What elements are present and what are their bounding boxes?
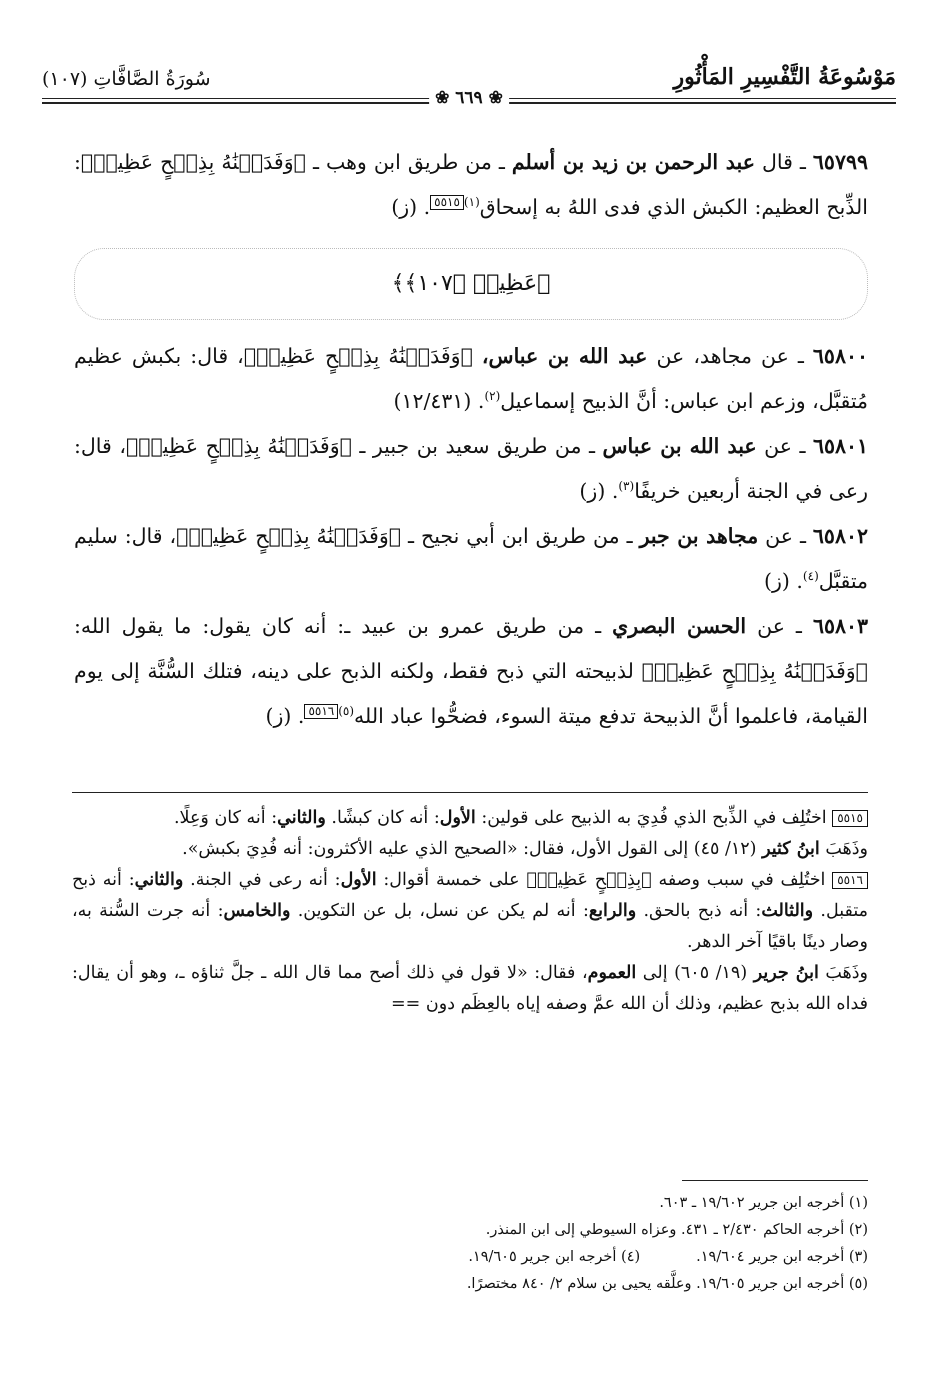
narrator-name: الحسن البصري [612, 614, 747, 638]
commentary-text: اختُلِف في الذِّبح الذي فُدِيَ به الذبيح على قولين: [475, 808, 833, 828]
commentary-bold: الأول [439, 808, 476, 828]
entry-text: ، قال: سليم متقبَّل [74, 524, 868, 593]
commentary-ref-box[interactable]: ٥٥١٦ [304, 704, 338, 719]
entry-number: ٦٥٨٠٣ [812, 614, 868, 638]
quran-verse: ﴿بِذِبۡحٍ عَظِيمٖ﴾ [526, 870, 652, 890]
narrator-name: عبد الله بن عباس، [481, 344, 648, 368]
entry-text: ـ من طريق سعيد بن جبير ـ [351, 434, 603, 458]
commentary-bold: ابنُ جرير [753, 963, 819, 983]
footnote-rule [682, 1180, 868, 1181]
commentary-text: : أنه ذبح متقبل. [72, 870, 868, 921]
verse-banner [74, 248, 868, 320]
entry-text: ـ من طريق ابن أبي نجيح ـ [401, 524, 640, 548]
commentary-text: : أنه جرت السُّنة به، وصار دينًا باقيًا آخر الدهر. [72, 901, 868, 952]
footnote-ref[interactable]: (١) [463, 195, 480, 210]
commentary-bold: العموم [587, 963, 637, 983]
commentary-ibn-kathir [72, 834, 868, 865]
footnote-row-3-4 [72, 1244, 868, 1271]
entry-text: ـ عن [758, 524, 813, 548]
quran-verse: ﴿وَفَدَيۡنَٰهُ بِذِبۡحٍ عَظِيمٖ﴾ [176, 524, 402, 548]
commentary-text: وذَهَبَ [818, 963, 868, 983]
source-code: . (ز) [763, 569, 803, 593]
page-header [42, 62, 896, 108]
commentary-text: اختُلِف في سبب وصفه [651, 870, 833, 890]
commentary-5516 [72, 865, 868, 958]
commentary-box-label: ٥٥١٥ [832, 810, 868, 827]
entry-text: ، قال: رعى في الجنة أربعين خريفًا [74, 434, 868, 503]
entry-65803 [74, 604, 868, 739]
commentary-text: : أنه لم يكن عن نسل، بل عن التكوين. [290, 901, 589, 921]
commentary-bold: والخامس [223, 901, 291, 921]
page-number-value: ٦٦٩ [455, 88, 483, 108]
entry-65800 [74, 334, 868, 424]
entry-number: ٦٥٧٩٩ [812, 150, 868, 174]
entry-number: ٦٥٨٠٠ [812, 344, 868, 368]
source-code: . (ز) [391, 195, 431, 219]
footnote-3: (٣) أخرجه ابن جرير ١٩/٦٠٤. [696, 1249, 868, 1265]
quran-verse: ﴿وَفَدَيۡنَٰهُ بِذِبۡحٍ عَظِيمٖ﴾ [243, 344, 482, 368]
commentary-text: على خمسة أقوال: [376, 870, 527, 890]
narrator-name: مجاهد بن جبر [639, 524, 759, 548]
commentary-text: : أنه كان وَعِلًا. [173, 808, 278, 828]
footnote-ref[interactable]: (٥) [338, 704, 355, 719]
verse-banner-text: ﴿عَظِيمٖ ﴿١٠٧﴾﴾ [391, 271, 551, 296]
commentary-text: : أنه ذبح بالحق. [636, 901, 762, 921]
quran-verse: ﴿وَفَدَيۡنَٰهُ بِذِبۡحٍ عَظِيمٖ﴾ [80, 150, 306, 174]
surah-label: سُورَةُ الصَّافَّاتِ (١٠٧) [42, 68, 211, 90]
commentary-bold: والرابع [588, 901, 637, 921]
entry-text: ـ عن [756, 434, 813, 458]
commentary-5515 [72, 803, 868, 834]
commentary-text: وذَهَبَ [819, 839, 868, 859]
source-code: . (ز) [265, 704, 305, 728]
entry-text: ـ من طريق ابن وهب ـ [305, 150, 512, 174]
commentary-bold: الأول [340, 870, 377, 890]
main-text [74, 140, 868, 739]
footnote-ref[interactable]: (٤) [802, 569, 819, 584]
entry-65802 [74, 514, 868, 604]
footnote-ref[interactable]: (٢) [484, 389, 501, 404]
entry-text: ، قال: بكبش عظيم مُتقبَّل، وزعم ابن عباس: أنَّ الذبيح إسماعيل [74, 344, 868, 413]
source-code: . (١٢/٤٣١) [393, 389, 485, 413]
narrator-name: عبد الله بن عباس [602, 434, 757, 458]
page-number: ❀ ٦٦٩ ❀ [429, 88, 509, 108]
footnote-ref[interactable]: (٣) [618, 479, 635, 494]
entry-text: : الذِّبح العظيم: الكبش الذي فدى اللهُ به إسحاق [74, 150, 868, 219]
commentary-text: ، فقال: «لا قول في ذلك أصح مما قال الله ـ جلَّ ثناؤه ـ، وهو أن يقال: فداه الله بذبح عظيم، وذلك أن الله عمَّ وصفه إياه بالعِظَم دون == [72, 963, 868, 1014]
quran-verse: ﴿وَفَدَيۡنَٰهُ بِذِبۡحٍ عَظِيمٖ﴾ [125, 434, 352, 458]
source-code: . (ز) [579, 479, 619, 503]
commentary-bold: والثاني [134, 870, 184, 890]
footnote-1: (١) أخرجه ابن جرير ١٩/٦٠٢ ـ ٦٠٣. [659, 1195, 868, 1211]
entry-65801 [74, 424, 868, 514]
footnote-5: (٥) أخرجه ابن جرير ١٩/٦٠٥. وعلَّقه يحيى بن سلام ٢/ ٨٤٠ مختصرًا. [466, 1276, 868, 1292]
commentary-text: (١٩/ ٦٠٥) إلى [636, 963, 754, 983]
commentary-text: : أنه رعى في الجنة. [183, 870, 341, 890]
commentary-bold: ابنُ كثير [762, 839, 820, 859]
commentary-text: (١٢/ ٤٥) إلى القول الأول، فقال: «الصحيح الذي عليه الأكثرون: أنه فُدِيَ بكبش». [182, 839, 763, 859]
entry-text: ـ عن [746, 614, 813, 638]
entry-65799 [74, 140, 868, 230]
entry-text: ـ قال [754, 150, 813, 174]
entry-text: لذبيحته التي ذبح فقط، ولكنه الذبح على دينه، فتلك السُّنَّة إلى يوم القيامة، فاعلموا أنَّ الذبيحة تدفع ميتة السوء، فضحُّوا عباد الله [74, 659, 868, 728]
entry-text: ـ عن مجاهد، عن [647, 344, 813, 368]
footnotes [72, 1190, 868, 1298]
entry-number: ٦٥٨٠١ [812, 434, 868, 458]
commentary-bold: والثالث [761, 901, 814, 921]
commentary-box-label: ٥٥١٦ [832, 872, 868, 889]
entry-text: ـ من طريق عمرو بن عبيد ـ: أنه كان يقول: ما يقول الله: [74, 614, 613, 638]
commentary-ibn-jarir [72, 958, 868, 1020]
footnote-2: (٢) أخرجه الحاكم ٢/٤٣٠ ـ ٤٣١. وعزاه السيوطي إلى ابن المنذر. [485, 1222, 868, 1238]
commentary-bold: والثاني [277, 808, 326, 828]
book-title: مَوْسُوعَةُ التَّفْسِيرِ المَأْثُورِ [673, 64, 896, 90]
narrator-name: عبد الرحمن بن زيد بن أسلم [511, 150, 755, 174]
commentary-ref-box[interactable]: ٥٥١٥ [430, 195, 464, 210]
commentary-text: : أنه كان كبشًا. [325, 808, 440, 828]
footnote-4: (٤) أخرجه ابن جرير ١٩/٦٠٥. [468, 1249, 641, 1265]
entry-number: ٦٥٨٠٢ [812, 524, 868, 548]
quran-verse: ﴿وَفَدَيۡنَٰهُ بِذِبۡحٍ عَظِيمٖ﴾ [641, 659, 868, 683]
commentary-section [72, 792, 868, 1020]
